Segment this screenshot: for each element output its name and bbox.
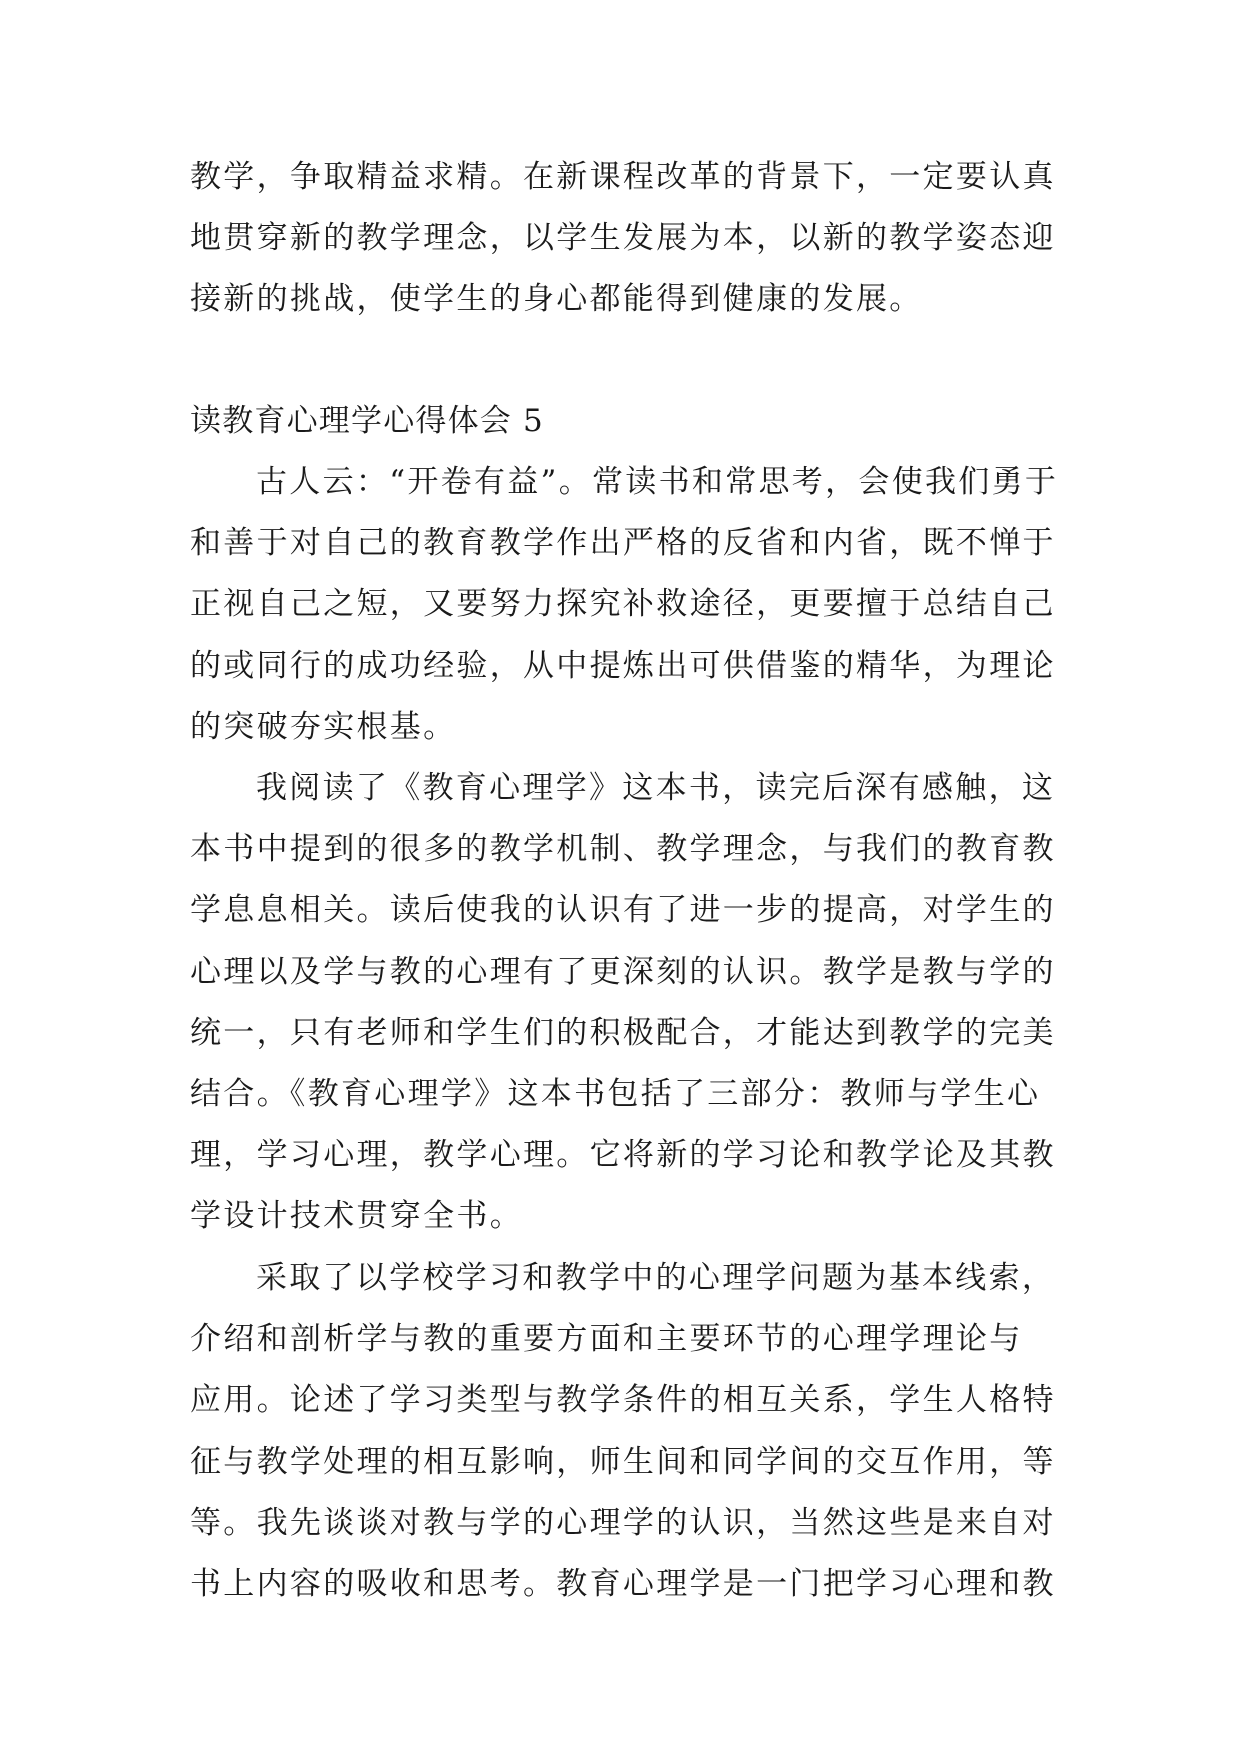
text-line: 应用。论述了学习类型与教学条件的相互关系，学生人格特 (190, 1382, 1056, 1419)
section-heading-text: 读教育心理学心得体会 5 (190, 403, 544, 439)
text-line: 接新的挑战，使学生的身心都能得到健康的发展。 (190, 281, 923, 318)
text-line: 征与教学处理的相互影响，师生间和同学间的交互作用，等 (190, 1443, 1056, 1480)
text-line: 等。我先谈谈对教与学的心理学的认识，当然这些是来自对 (190, 1504, 1056, 1541)
text-line: 的突破夯实根基。 (190, 708, 457, 745)
text-line: 结合。《教育心理学》这本书包括了三部分：教师与学生心 (190, 1075, 1041, 1112)
text-line: 学息息相关。读后使我的认识有了进一步的提高，对学生的 (190, 892, 1056, 929)
text-line: 教学，争取精益求精。在新课程改革的背景下，一定要认真 (190, 159, 1056, 195)
text-line: 的或同行的成功经验，从中提炼出可供借鉴的精华，为理论 (190, 647, 1056, 684)
text-line: 和善于对自己的教育教学作出严格的反省和内省，既不惮于 (190, 525, 1056, 562)
text-line: 介绍和剖析学与教的重要方面和主要环节的心理学理论与 (190, 1321, 1023, 1358)
paragraph-3 (190, 1248, 1070, 1615)
text-line: 地贯穿新的教学理念，以学生发展为本，以新的教学姿态迎 (190, 220, 1056, 257)
text-line: 正视自己之短，又要努力探究补救途径，更要擅于总结自己 (190, 586, 1056, 623)
paragraph-2 (190, 758, 1070, 1248)
paragraph-continuation (190, 147, 1070, 331)
paragraph-1 (190, 452, 1070, 758)
text-line: 书上内容的吸收和思考。教育心理学是一门把学习心理和教 (190, 1565, 1056, 1602)
text-line: 古人云：“开卷有益”。常读书和常思考，会使我们勇于 (256, 464, 1059, 500)
text-line: 我阅读了《教育心理学》这本书，读完后深有感触，这 (256, 770, 1056, 806)
text-line: 理，学习心理，教学心理。它将新的学习论和教学论及其教 (190, 1137, 1056, 1174)
text-line: 本书中提到的很多的教学机制、教学理念，与我们的教育教 (190, 831, 1056, 868)
text-line: 统一，只有老师和学生们的积极配合，才能达到教学的完美 (190, 1014, 1056, 1051)
text-line: 采取了以学校学习和教学中的心理学问题为基本线索， (256, 1260, 1056, 1296)
section-heading (190, 391, 1070, 452)
text-line: 学设计技术贯穿全书。 (190, 1198, 523, 1235)
text-line: 心理以及学与教的心理有了更深刻的认识。教学是教与学的 (190, 953, 1056, 990)
